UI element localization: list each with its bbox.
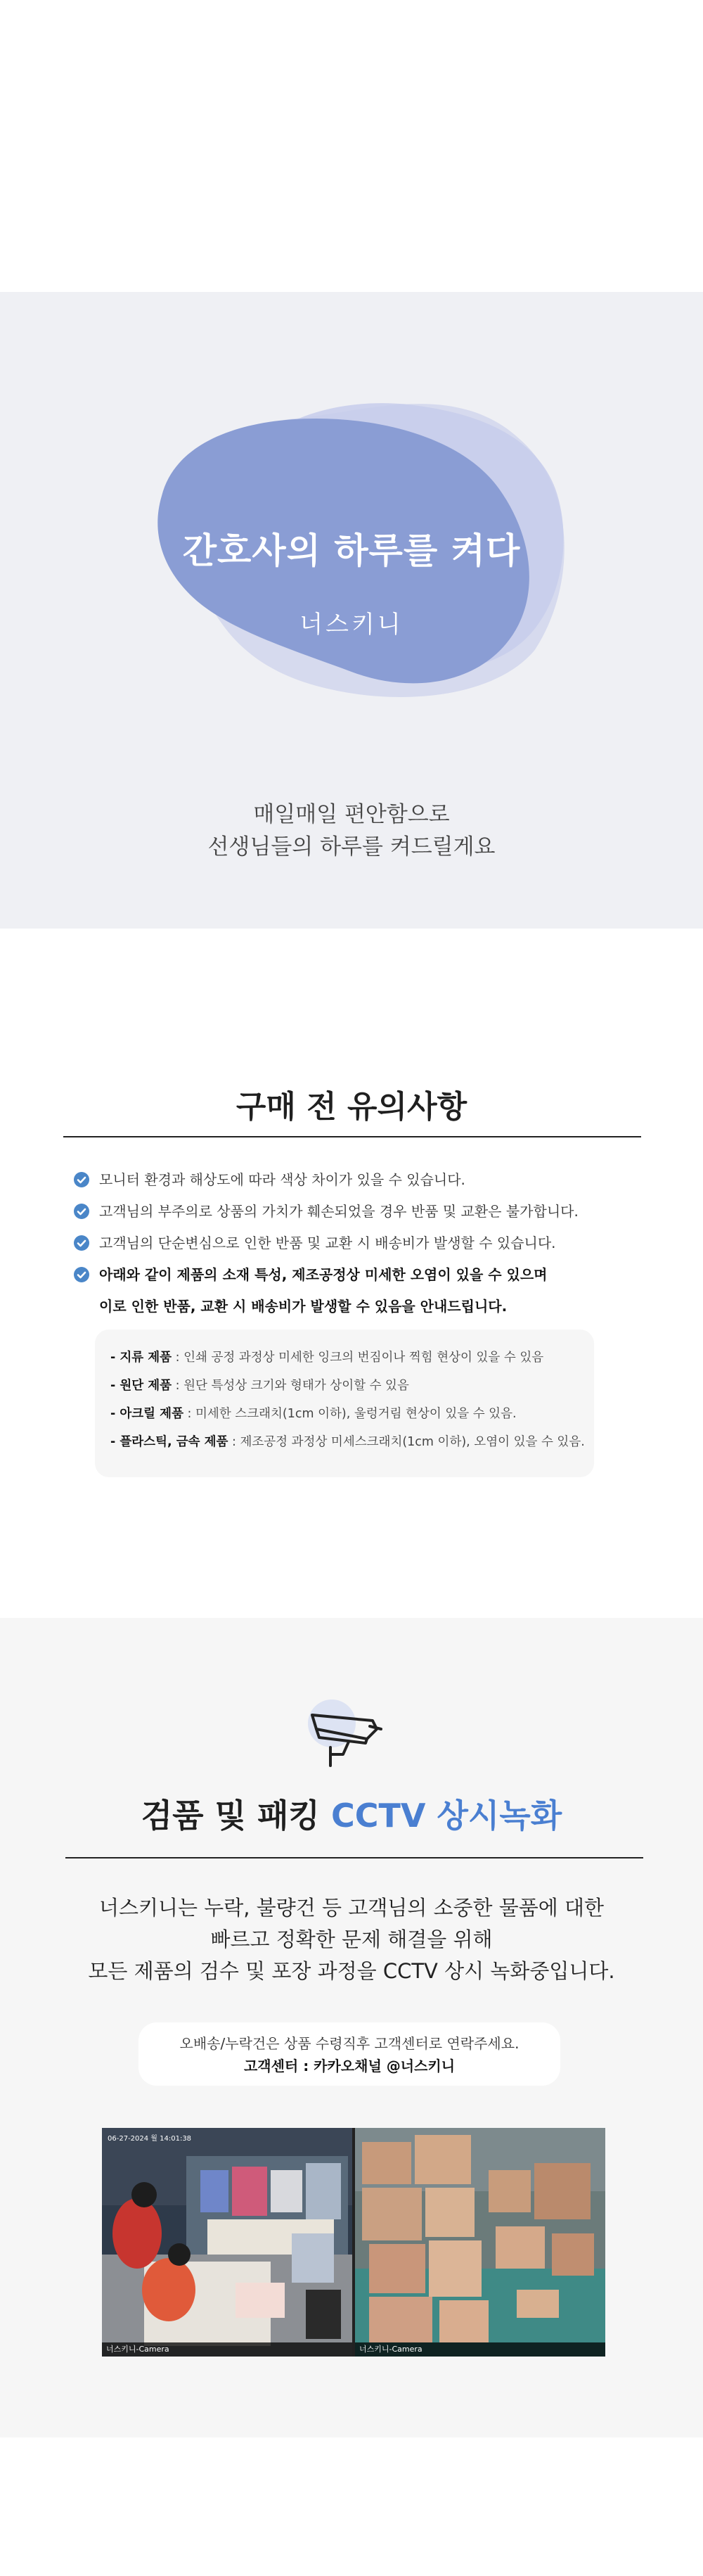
cctv-timestamp: 06-27-2024 월 14:01:38 <box>108 2135 192 2143</box>
check-circle-icon <box>74 1204 89 1219</box>
cctv-camera-icon <box>302 1695 387 1773</box>
notice-item <box>74 1164 650 1196</box>
detail-text: : 인쇄 공정 과정상 미세한 잉크의 번짐이나 찍힘 현상이 있을 수 있음 <box>172 1351 544 1365</box>
detail-label: - 원단 제품 <box>110 1379 172 1393</box>
detail-row <box>110 1400 579 1428</box>
cctv-camera-label: 너스키니-Camera <box>355 2342 605 2357</box>
notice-list <box>74 1164 650 1322</box>
detail-row <box>110 1428 585 1456</box>
detail-label: - 플라스틱, 금속 제품 <box>110 1435 228 1449</box>
check-circle-icon <box>74 1267 89 1282</box>
detail-label: - 지류 제품 <box>110 1351 172 1365</box>
contact-box <box>138 2022 560 2086</box>
cctv-description <box>0 1892 703 1987</box>
notice-item <box>74 1196 650 1228</box>
detail-text: : 원단 특성상 크기와 형태가 상이할 수 있음 <box>172 1379 409 1393</box>
hero-brand: 너스키니 <box>299 611 404 639</box>
notice-item <box>74 1228 650 1259</box>
notice-title: 구매 전 유의사항 <box>236 1089 467 1125</box>
notice-item-text: 고객님의 부주의로 상품의 가치가 훼손되었을 경우 반품 및 교환은 불가합니다. <box>99 1203 579 1220</box>
cctv-title-accent: CCTV 상시녹화 <box>330 1797 562 1835</box>
detail-row <box>110 1372 579 1400</box>
cctv-camera-label: 너스키니-Camera <box>102 2342 352 2357</box>
notice-item-text: 모니터 환경과 해상도에 따라 색상 차이가 있을 수 있습니다. <box>99 1171 465 1188</box>
detail-text: : 미세한 스크래치(1cm 이하), 울렁거림 현상이 있을 수 있음. <box>183 1407 517 1421</box>
cctv-title-main: 검품 및 패킹 <box>141 1797 331 1835</box>
hero-description <box>0 798 703 863</box>
notice-item-text: 아래와 같이 제품의 소재 특성, 제조공정상 미세한 오염이 있을 수 있으며 이로 인한 반품, 교환 시 배송비가 발생할 수 있음을 안내드립니다. <box>99 1266 548 1315</box>
cctv-section <box>0 1618 703 2437</box>
cctv-desc-line1: 너스키니는 누락, 불량건 등 고객님의 소중한 물품에 대한 <box>98 1896 605 1920</box>
detail-label: - 아크릴 제품 <box>110 1407 183 1421</box>
contact-notice: 오배송/누락건은 상품 수령직후 고객센터로 연락주세요. <box>179 2035 520 2052</box>
check-circle-icon <box>74 1172 89 1187</box>
check-circle-icon <box>74 1235 89 1251</box>
notice-item <box>74 1259 650 1322</box>
notice-detail-box <box>95 1330 594 1477</box>
packing-scene-image <box>102 2128 352 2357</box>
cctv-title <box>0 1790 703 1837</box>
hero-desc-line2: 선생님들의 하루를 켜드릴게요 <box>207 834 496 860</box>
warehouse-scene-image <box>355 2128 605 2357</box>
cctv-photo-right <box>355 2128 605 2357</box>
cctv-photos <box>102 2128 605 2357</box>
cctv-photo-left <box>102 2128 352 2357</box>
cctv-desc-line3: 모든 제품의 검수 및 포장 과정을 CCTV 상시 녹화중입니다. <box>88 1959 615 1983</box>
cctv-divider <box>65 1857 643 1858</box>
hero-title: 간호사의 하루를 켜다 <box>182 530 521 571</box>
hero-desc-line1: 매일매일 편안함으로 <box>253 802 450 827</box>
detail-text: : 제조공정 과정상 미세스크래치(1cm 이하), 오염이 있을 수 있음. <box>228 1435 585 1449</box>
notice-divider <box>63 1136 641 1137</box>
hero-section <box>0 292 703 929</box>
detail-row <box>110 1344 579 1372</box>
cctv-desc-line2: 빠르고 정확한 문제 해결을 위해 <box>210 1927 493 1951</box>
notice-item-text: 고객님의 단순변심으로 인한 반품 및 교환 시 배송비가 발생할 수 있습니다. <box>99 1235 556 1251</box>
contact-channel: 고객센터 : 카카오채널 @너스키니 <box>243 2058 456 2074</box>
